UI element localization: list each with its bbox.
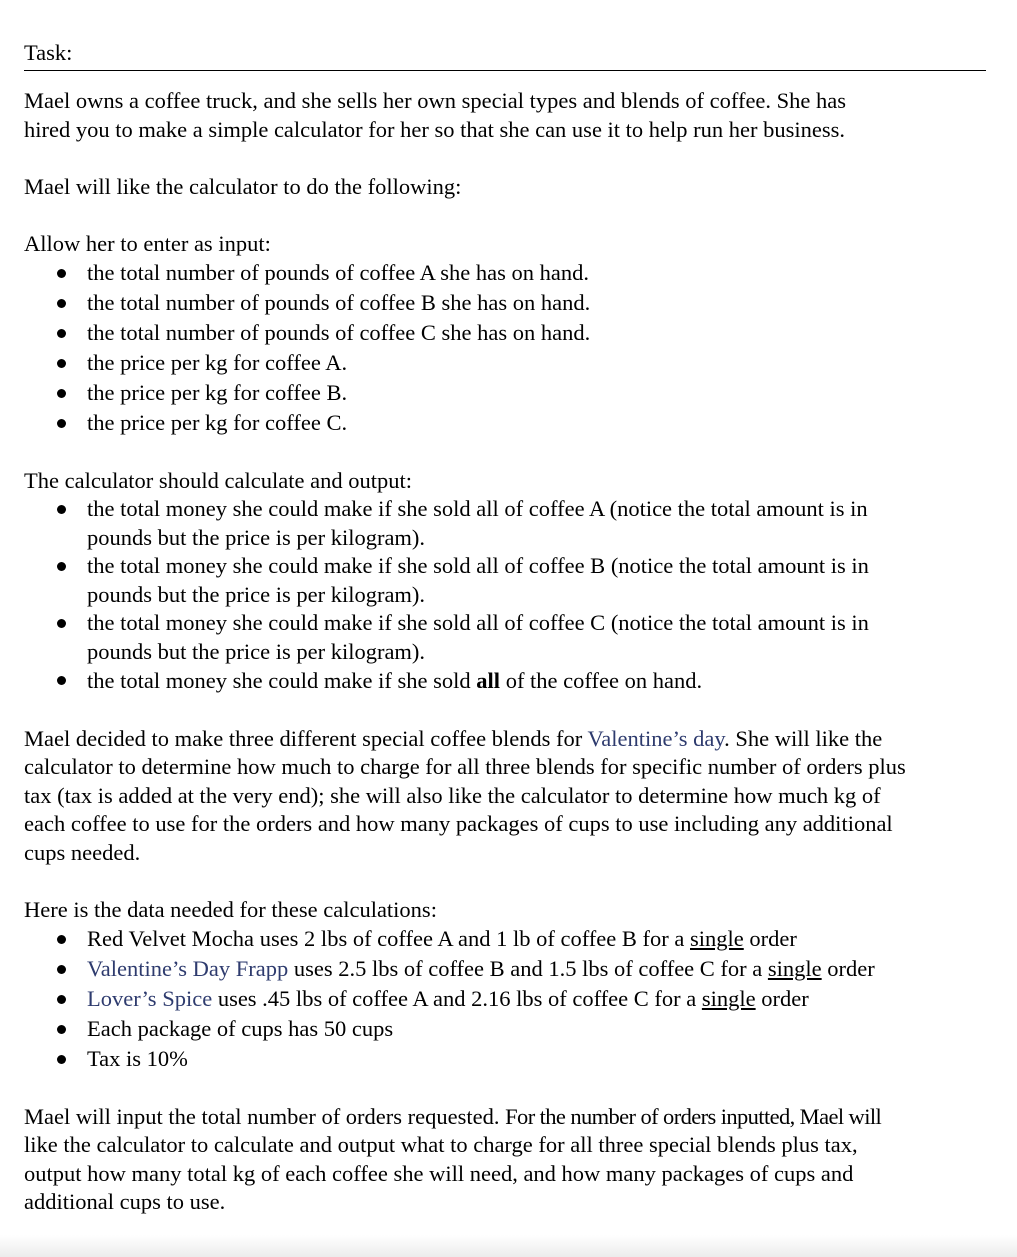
task-label: Task:: [24, 40, 73, 65]
list-item-cups: Each package of cups has 50 cups: [24, 1014, 986, 1044]
list-item: the total number of pounds of coffee B she has on hand.: [24, 288, 986, 318]
valentines-day-text: Valentine’s day: [587, 725, 725, 751]
page-bottom-shadow: [0, 1235, 1017, 1257]
list-item-frapp: Valentine’s Day Frapp uses 2.5 lbs of coffee B and 1.5 lbs of coffee C for a single order: [24, 954, 986, 984]
task-document: [24, 40, 986, 1217]
list-item: the total money she could make if she sold all of the coffee on hand.: [24, 666, 986, 696]
data-label: Here is the data needed for these calculations:: [24, 896, 437, 922]
list-item-tax: Tax is 10%: [24, 1044, 986, 1074]
list-item: the total money she could make if she sold all of coffee C (notice the total amount is in pounds but the price is per kilogram).: [24, 609, 986, 666]
outputs-list: [24, 495, 986, 696]
list-item-lovers-spice: Lover’s Spice uses .45 lbs of coffee A and 2.16 lbs of coffee C for a single order: [24, 984, 986, 1014]
wants-line: Mael will like the calculator to do the following:: [24, 173, 462, 199]
list-item: the total number of pounds of coffee A she has on hand.: [24, 258, 986, 288]
outputs-label: The calculator should calculate and output:: [24, 467, 412, 493]
bold-all: all: [476, 668, 501, 693]
inputs-list: [24, 258, 986, 438]
list-item-red-velvet: Red Velvet Mocha uses 2 lbs of coffee A and 1 lb of coffee B for a single order: [24, 924, 986, 954]
list-item: the total money she could make if she sold all of coffee B (notice the total amount is in pounds but the price is per kilogram).: [24, 552, 986, 609]
list-item: the total money she could make if she sold all of coffee A (notice the total amount is in pounds but the price is per kilogram).: [24, 495, 986, 552]
list-item: the price per kg for coffee A.: [24, 348, 986, 378]
intro-paragraph: Mael owns a coffee truck, and she sells her own special types and blends of coffee. She has hired you to make a simple calculator for her so that she can use it to help run her business.: [24, 88, 847, 142]
list-item: the price per kg for coffee B.: [24, 378, 986, 408]
inputs-label: Allow her to enter as input:: [24, 230, 271, 256]
list-item: the price per kg for coffee C.: [24, 408, 986, 438]
data-list: [24, 924, 986, 1074]
blends-paragraph: Mael decided to make three different special coffee blends for Valentine’s day. She will like the calculator to determine how much to charge for all three blends for specific number of orders plus tax (tax is added at the very end); she will also like the calculator to determine how much kg of each coffee to use for the orders and how many packages of cups to use including any additional cups needed.: [24, 725, 906, 865]
task-header: [24, 40, 986, 71]
final-paragraph: Mael will input the total number of orders requested. For the number of orders inputted, Mael will like the calculator to calculate and output what to charge for all three special blends plus tax, output how many total kg of each coffee she will need, and how many packages of cups and additional cups to use.: [24, 1103, 882, 1214]
list-item: the total number of pounds of coffee C she has on hand.: [24, 318, 986, 348]
